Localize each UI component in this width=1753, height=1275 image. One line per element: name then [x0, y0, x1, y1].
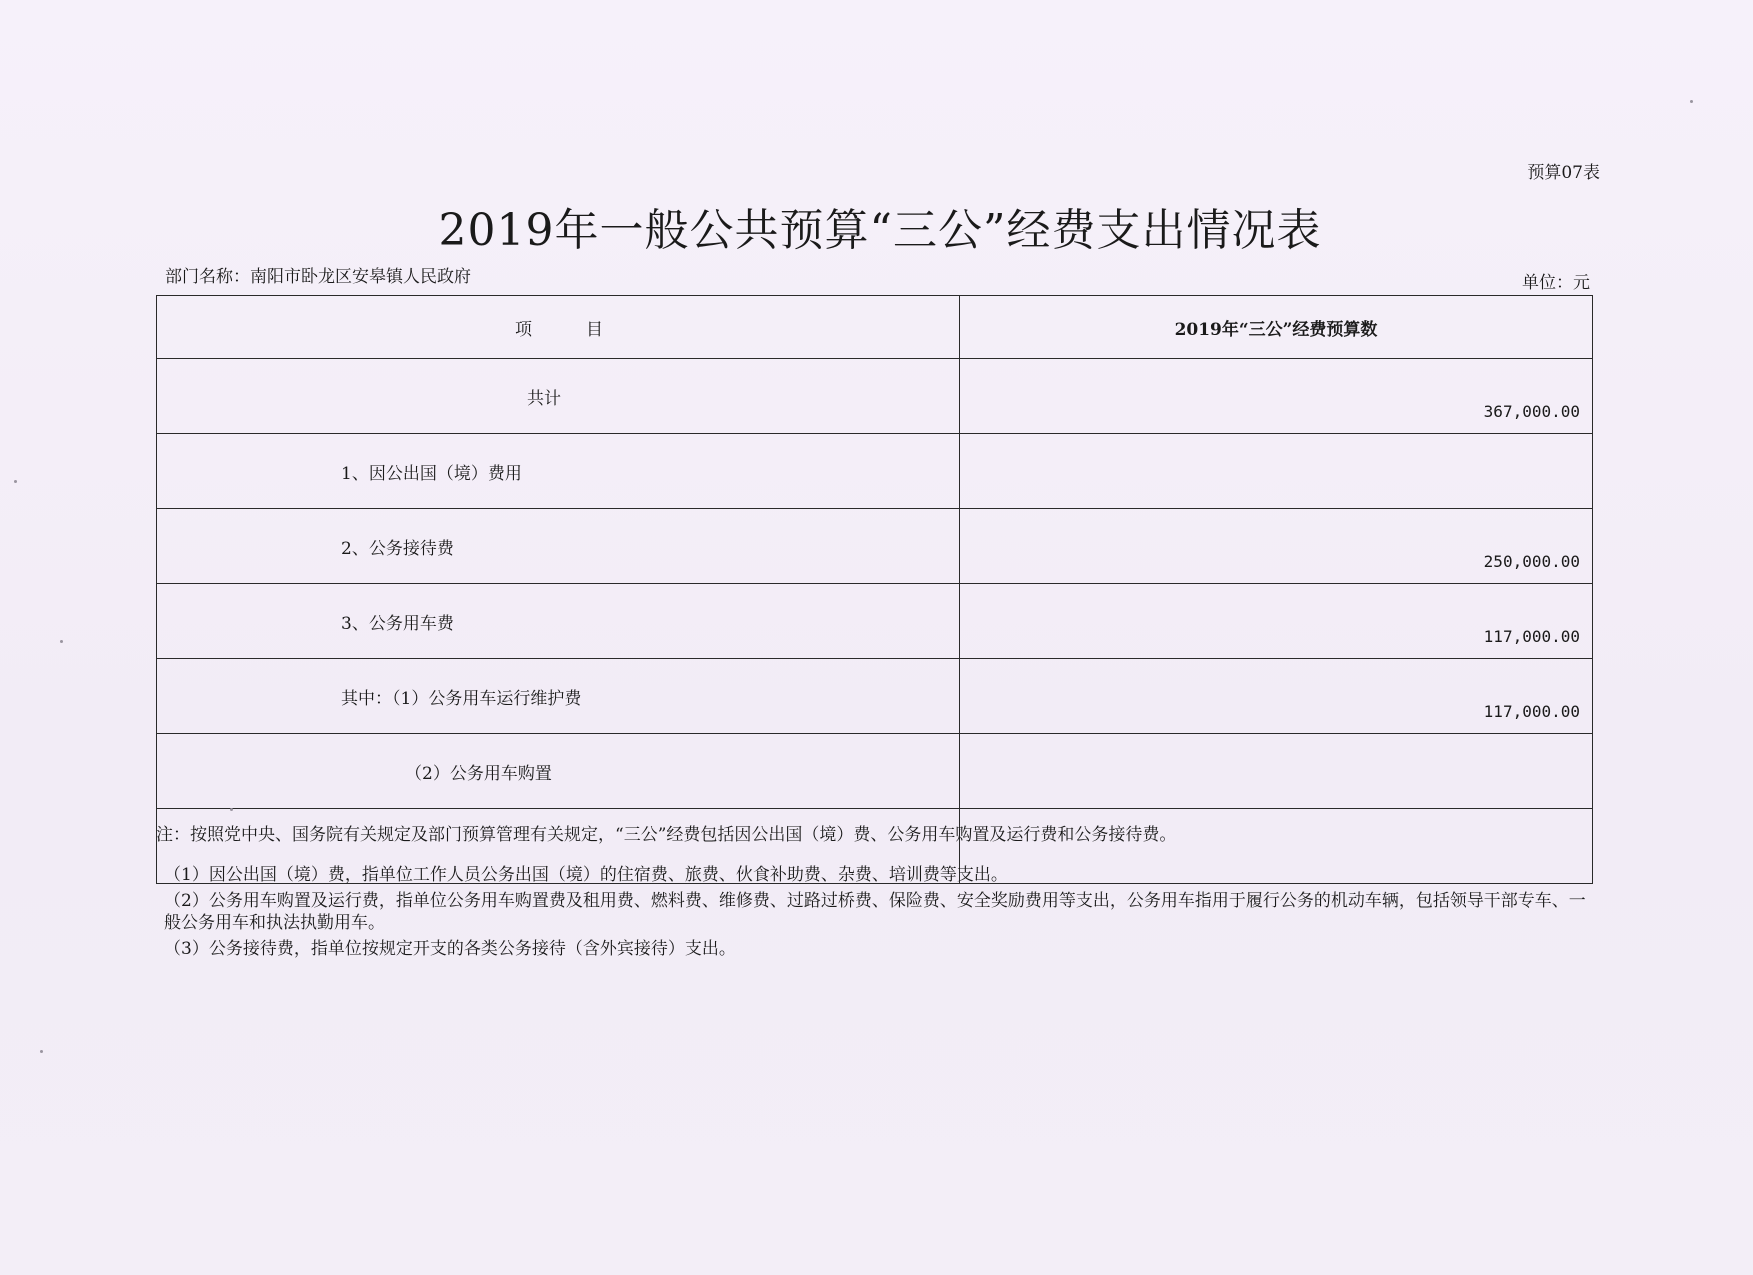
- row-value-total: 367,000.00: [960, 359, 1593, 434]
- header-item-right: 目: [586, 319, 603, 340]
- row-value-vehicle-operation: 117,000.00: [960, 659, 1593, 734]
- header-item-left: 项: [515, 319, 532, 340]
- row-value-vehicle: 117,000.00: [960, 584, 1593, 659]
- note-item-3: （3）公务接待费，指单位按规定开支的各类公务接待（含外宾接待）支出。: [164, 939, 736, 959]
- scan-speck: [60, 640, 63, 643]
- table-row: [157, 434, 1593, 509]
- row-value-reception: 250,000.00: [960, 509, 1593, 584]
- note-item-2: （2）公务用车购置及运行费，指单位公务用车购置费及租用费、燃料费、维修费、过路过桥费、保险费、安全奖励费用等支出，公务用车指用于履行公务的机动车辆，包括领导干部专车、一般公务用车和执法执勤用车。: [164, 891, 1586, 933]
- scan-speck: [14, 480, 17, 483]
- row-value-overseas: [960, 434, 1593, 509]
- scan-speck: [1690, 100, 1693, 103]
- form-code: 预算07表: [1527, 163, 1600, 183]
- row-label-total: 共计: [157, 359, 960, 434]
- row-label-reception: 2、公务接待费: [157, 509, 960, 584]
- scan-speck: [230, 808, 233, 811]
- row-label-vehicle-purchase: （2）公务用车购置: [157, 734, 960, 809]
- row-label-vehicle-operation: 其中：（1）公务用车运行维护费: [157, 659, 960, 734]
- table-row: [157, 509, 1593, 584]
- budget-table: [156, 295, 1593, 884]
- department-name: 部门名称：南阳市卧龙区安皋镇人民政府: [165, 267, 471, 287]
- scan-speck: [40, 1050, 43, 1053]
- table-header-row: [157, 296, 1593, 359]
- table-row: [157, 359, 1593, 434]
- row-value-vehicle-purchase: [960, 734, 1593, 809]
- table-row: [157, 584, 1593, 659]
- page-title: 2019年一般公共预算“三公”经费支出情况表: [438, 205, 1322, 256]
- notes-section: [156, 824, 1596, 964]
- row-label-overseas: 1、因公出国（境）费用: [157, 434, 960, 509]
- note-item-1: （1）因公出国（境）费，指单位工作人员公务出国（境）的住宿费、旅费、伙食补助费、杂费、培训费等支出。: [164, 865, 1008, 885]
- header-item: [157, 296, 960, 359]
- header-amount: 2019年“三公”经费预算数: [960, 296, 1593, 359]
- table-row: [157, 734, 1593, 809]
- note-main: 注：按照党中央、国务院有关规定及部门预算管理有关规定，“三公”经费包括因公出国（境）费、公务用车购置及运行费和公务接待费。: [156, 825, 1177, 845]
- table-row: [157, 659, 1593, 734]
- row-label-vehicle: 3、公务用车费: [157, 584, 960, 659]
- currency-unit: 单位：元: [1522, 273, 1590, 293]
